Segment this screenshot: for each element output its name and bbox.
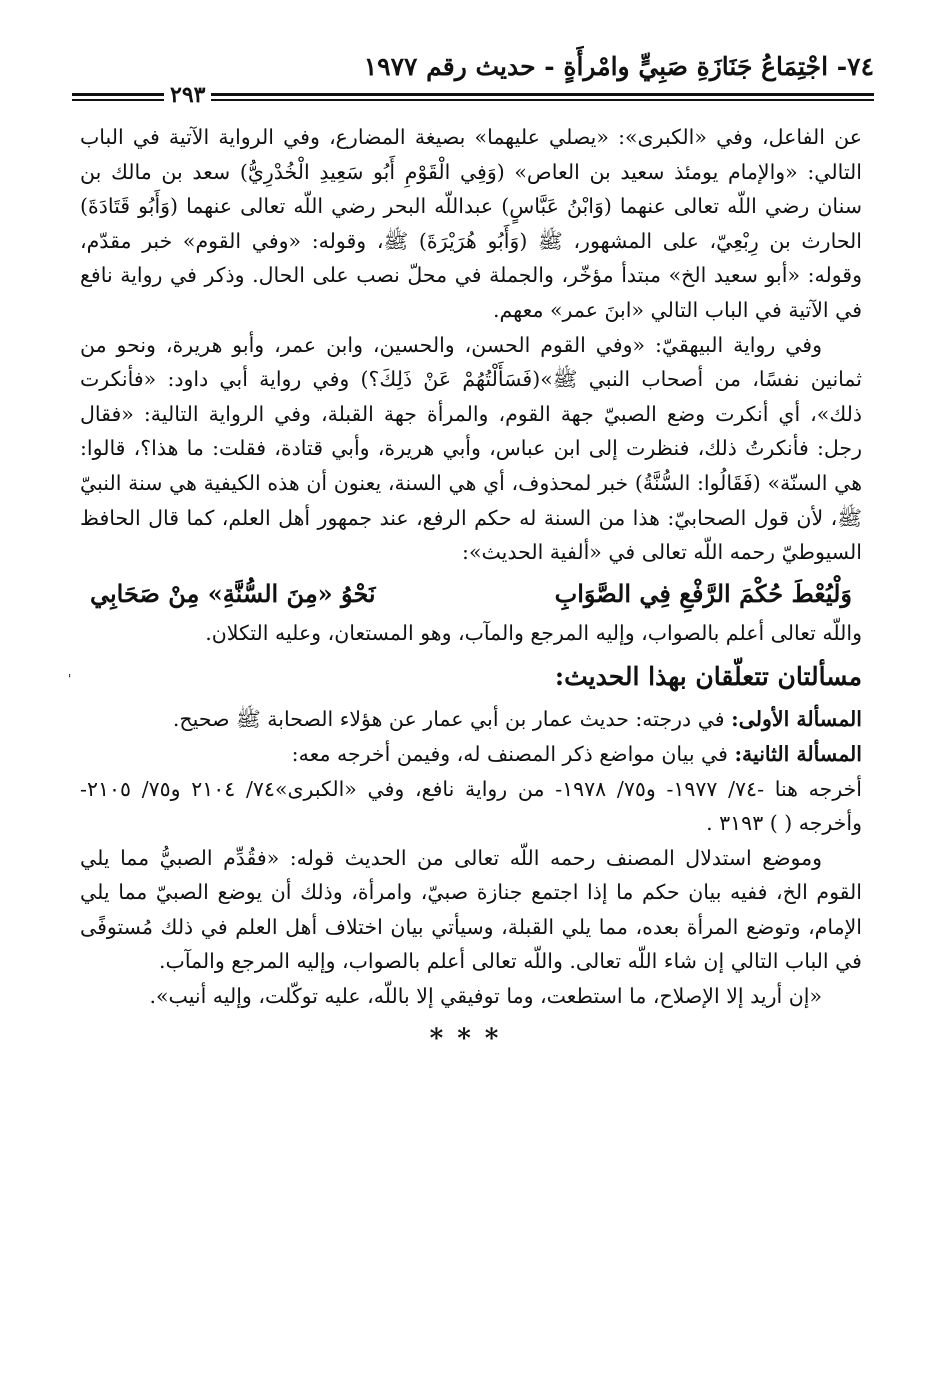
issue-one-label: المسألة الأولى: <box>731 707 862 732</box>
section-heading: مسألتان تتعلّقان بهذا الحديث: <box>554 662 862 692</box>
verse-left-hemistich: نَحْوُ «مِنَ السُّنَّةِ» مِنْ صَحَابِي <box>90 578 376 608</box>
paragraph-inference: وموضع استدلال المصنف رحمه اللّه تعالى من الحديث قوله: «فقُدِّم الصبيُّ مما يلي القوم الخ، ففيه بيان حكم ما إذا اجتمع جنازة صبيّ، وامرأة، وذلك أن يوضع الصبيّ مما يلي الإمام، وتوضع المرأة بعده، مما يلي القبلة، وسيأتي بيان اختلاف أهل العلم في ذلك مُستوفًى في الباب التالي إن شاء اللّه تعالى. واللّه تعالى أعلم بالصواب، وإليه المرجع والمآب. <box>80 845 862 974</box>
paragraph-commentary-2: وفي رواية البيهقيّ: «وفي القوم الحسن، والحسين، وابن عمر، وأبو هريرة، ونحو من ثمانين نفسًا، من أصحاب النبي ﷺ»(فَسَأَلْتُهُمْ عَنْ ذَلِكَ؟) وفي رواية أبي داود: «فأنكرت ذلك»، أي أنكرت وضع الصبيّ جهة القوم، والمرأة جهة القبلة، وفي الرواية التالية: «فقال رجل: فأنكرتُ ذلك، فنظرت إلى ابن عباس، وأبي هريرة، وأبي قتادة، فقلت: ما هذا؟، قالوا: هي السنّة» (فَقَالُوا: السُّنَّةُ) خبر لمحذوف، أي هي السنة، يعنون أن هذه الكيفية هي سنة النبيّ ﷺ، لأن قول الصحابيّ: هذا من السنة له حكم الرفع، عند جمهور أهل العلم، كما قال الحافظ السيوطيّ رحمه اللّه تعالى في «ألفية الحديث»: <box>80 332 862 565</box>
verse-right-hemistich: وَلْيُعْطَ حُكْمَ الرَّفْعِ فِي الصَّوَابِ <box>554 578 852 608</box>
paragraph-closing-1: واللّه تعالى أعلم بالصواب، وإليه المرجع والمآب، وهو المستعان، وعليه التكلان. <box>205 620 862 645</box>
issue-two-label: المسألة الثانية: <box>734 741 862 766</box>
margin-mark: ' <box>68 672 72 686</box>
end-ornament: *** <box>429 1023 513 1054</box>
page-body <box>80 120 862 1056</box>
paragraph-commentary-1: عن الفاعل، وفي «الكبرى»: «يصلي عليهما» بصيغة المضارع، وفي الرواية الآتية في الباب التالي: «والإمام يومئذ سعيد بن العاص» (وَفِي الْقَوْمِ أَبُو سَعِيدِ الْخُدْرِيُّ) سعد بن مالك بن سنان رضي اللّه تعالى عنهما (وَابْنُ عَبَّاسٍ) عبداللّه البحر رضي اللّه تعالى عنهما (وَأَبُو قَتَادَةَ) الحارث بن رِبْعِيّ، على المشهور، ﷺ (وَأَبُو هُرَيْرَةَ) ﷺ، وقوله: «وفي القوم» خبر مقدّم، وقوله: «أبو سعيد الخ» مبتدأ مؤخّر، والجملة في محلّ نصب على الحال. وذكر في رواية نافع في الآتية في الباب التالي «ابنَ عمر» معهم. <box>80 125 862 322</box>
page-number: ٢٩٣ <box>164 82 211 108</box>
verse-line <box>80 572 862 616</box>
paragraph-references: أخرجه هنا -٧٤/ ١٩٧٧- و٧٥/ ١٩٧٨- من رواية نافع، وفي «الكبرى»٧٤/ ٢١٠٤ و٧٥/ ٢١٠٥- وأخرجه ( ) ٣١٩٣ . <box>80 776 862 836</box>
issue-one <box>80 702 862 737</box>
issue-two-text: في بيان مواضع ذكر المصنف له، وفيمن أخرجه معه: <box>291 741 735 766</box>
paragraph-closing-2: «إن أريد إلا الإصلاح، ما استطعت، وما توفيقي إلا باللّه، عليه توكّلت، وإليه أنيب». <box>149 984 822 1009</box>
running-title: ٧٤- اجْتِمَاعُ جَنَازَةِ صَبِيٍّ وامْرأَةٍ - حديث رقم ١٩٧٧ <box>363 52 874 81</box>
page-header <box>72 52 874 108</box>
issue-one-text: في درجته: حديث عمار بن أبي عمار عن هؤلاء الصحابة ﷺ صحيح. <box>172 707 732 732</box>
issue-two <box>80 737 862 772</box>
